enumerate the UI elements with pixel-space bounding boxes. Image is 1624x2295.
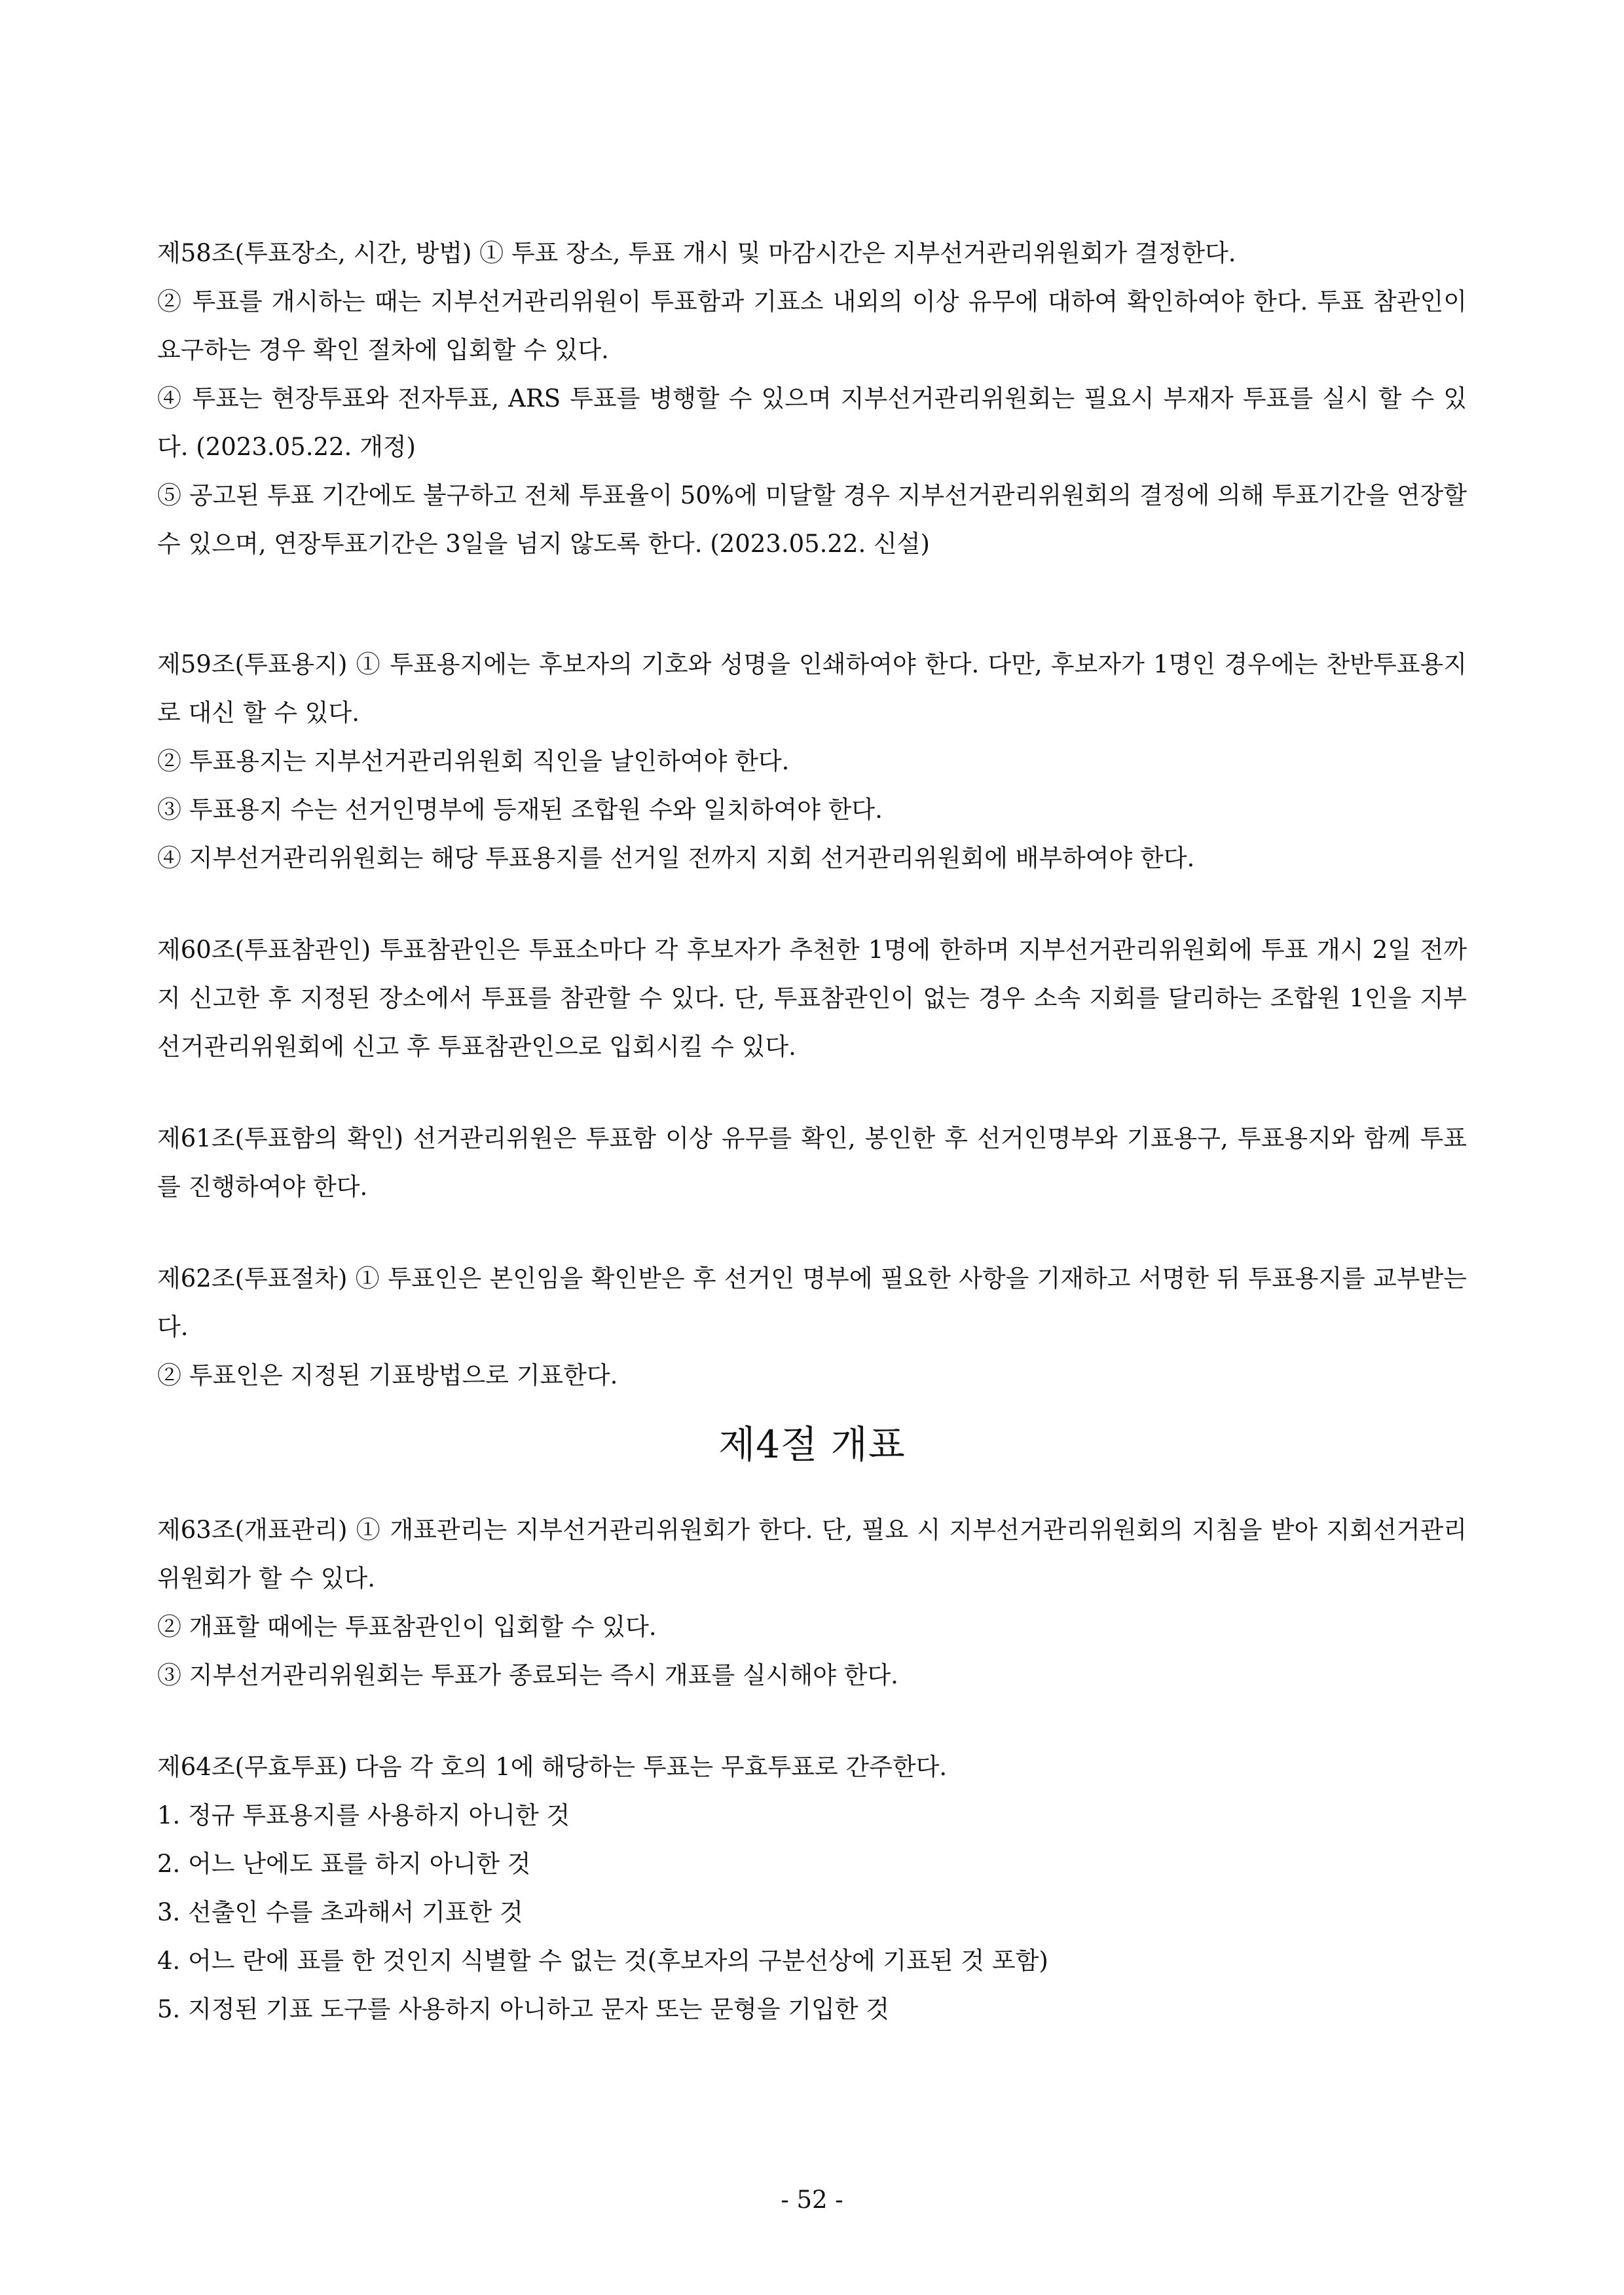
article-64-line-1: 제64조(무효투표) 다음 각 호의 1에 해당하는 투표는 무효투표로 간주한다. — [157, 1753, 948, 1781]
spacer — [157, 568, 1467, 640]
article-63-line-2: ② 개표할 때에는 투표참관인이 입회할 수 있다. — [157, 1613, 657, 1641]
article-58-line-5: ⑤ 공고된 투표 기간에도 불구하고 전체 투표율이 50%에 미달할 경우 지부선거관리위원회의 결정에 의해 투표기간을 연장할 수 있으며, 연장투표기간은 3일을 넘지 않도록 한다. (2023.05.22. 신설) — [157, 481, 1467, 558]
article-60-line-1: 제60조(투표참관인) 투표참관인은 투표소마다 각 후보자가 추천한 1명에 한하며 지부선거관리위원회에 투표 개시 2일 전까지 신고한 후 지정된 장소에서 투표를 참관할 수 있다. 단, 투표참관인이 없는 경우 소속 지회를 달리하는 조합원 1인을 지부선거관리위원회에 신고 후 투표참관인으로 입회시킬 수 있다. — [157, 936, 1467, 1061]
spacer — [157, 1211, 1467, 1255]
article-64-item-3: 3. 선출인 수를 초과해서 기표한 것 — [157, 1898, 523, 1926]
article-58-line-2: ② 투표를 개시하는 때는 지부선거관리위원이 투표함과 기표소 내외의 이상 유무에 대하여 확인하여야 한다. 투표 참관인이 요구하는 경우 확인 절차에 입회할 수 있다. — [157, 287, 1467, 364]
article-63-line-3: ③ 지부선거관리위원회는 투표가 종료되는 즉시 개표를 실시해야 한다. — [157, 1661, 898, 1689]
article-64-item-5: 5. 지정된 기표 도구를 사용하지 아니하고 문자 또는 문형을 기입한 것 — [157, 1995, 889, 2023]
page-number: - 52 - — [781, 2186, 843, 2214]
article-58-line-1: 제58조(투표장소, 시간, 방법) ① 투표 장소, 투표 개시 및 마감시간은 지부선거관리위원회가 결정한다. — [157, 239, 1236, 267]
article-59-line-4: ④ 지부선거관리위원회는 해당 투표용지를 선거일 전까지 지회 선거관리위원회에 배부하여야 한다. — [157, 844, 1195, 872]
article-62-line-2: ② 투표인은 지정된 기표방법으로 기표한다. — [157, 1361, 618, 1389]
spacer — [157, 1700, 1467, 1743]
article-58-line-4: ④ 투표는 현장투표와 전자투표, ARS 투표를 병행할 수 있으며 지부선거관리위원회는 필요시 부재자 투표를 실시 할 수 있다. (2023.05.22. 개정) — [157, 384, 1467, 461]
article-58 — [157, 229, 1467, 568]
article-63 — [157, 1506, 1467, 1700]
article-62-line-1: 제62조(투표절차) ① 투표인은 본인임을 확인받은 후 선거인 명부에 필요한 사항을 기재하고 서명한 뒤 투표용지를 교부받는다. — [157, 1264, 1467, 1341]
article-64-item-1: 1. 정규 투표용지를 사용하지 아니한 것 — [157, 1801, 570, 1829]
article-59-line-1: 제59조(투표용지) ① 투표용지에는 후보자의 기호와 성명을 인쇄하여야 한다. 다만, 후보자가 1명인 경우에는 찬반투표용지로 대신 할 수 있다. — [157, 650, 1467, 727]
article-61 — [157, 1114, 1467, 1211]
spacer — [157, 883, 1467, 926]
article-64-item-2: 2. 어느 난에도 표를 하지 아니한 것 — [157, 1850, 531, 1878]
article-61-line-1: 제61조(투표함의 확인) 선거관리위원은 투표함 이상 유무를 확인, 봉인한 후 선거인명부와 기표용구, 투표용지와 함께 투표를 진행하여야 한다. — [157, 1124, 1467, 1201]
document-page — [157, 229, 1467, 2034]
article-59-line-3: ③ 투표용지 수는 선거인명부에 등재된 조합원 수와 일치하여야 한다. — [157, 796, 883, 824]
article-62 — [157, 1255, 1467, 1400]
article-60 — [157, 926, 1467, 1071]
section-title: 제4절 개표 — [718, 1422, 906, 1467]
article-59 — [157, 640, 1467, 883]
article-63-line-1: 제63조(개표관리) ① 개표관리는 지부선거관리위원회가 한다. 단, 필요 시 지부선거관리위원회의 지침을 받아 지회선거관리위원회가 할 수 있다. — [157, 1516, 1467, 1592]
article-64-item-4: 4. 어느 란에 표를 한 것인지 식별할 수 없는 것(후보자의 구분선상에 기표된 것 포함) — [157, 1947, 1048, 1975]
article-64 — [157, 1743, 1467, 2034]
article-59-line-2: ② 투표용지는 지부선거관리위원회 직인을 날인하여야 한다. — [157, 747, 790, 775]
spacer — [157, 1071, 1467, 1114]
